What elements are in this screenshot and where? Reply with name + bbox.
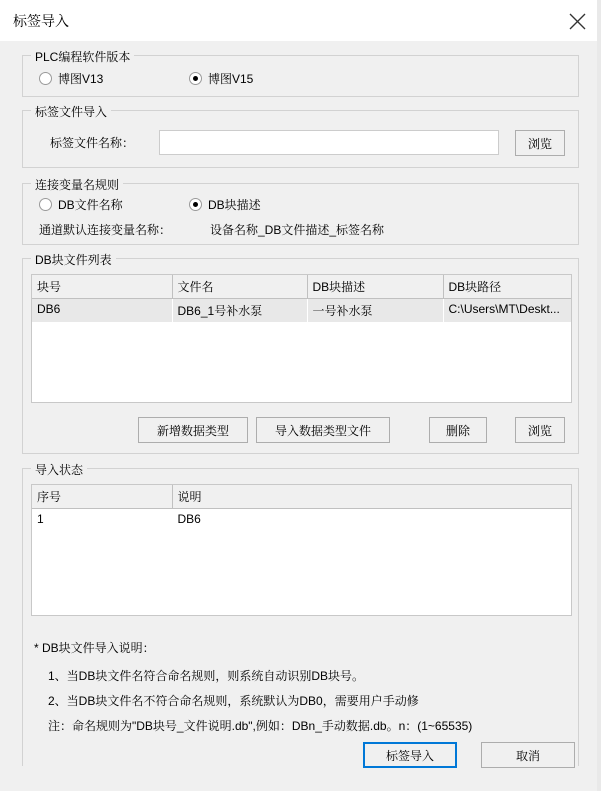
default-rule-label: 通道默认连接变量名称： <box>39 223 172 237</box>
radio-plc-v13-indicator[interactable] <box>39 72 52 85</box>
db-block-list-group-title: DB块文件列表 <box>31 251 116 268</box>
window-edge-strip <box>597 0 601 791</box>
import-status-group-title: 导入状态 <box>31 461 87 478</box>
import-data-type-file-button[interactable]: 导入数据类型文件 <box>256 417 390 443</box>
notes-heading: * DB块文件导入说明： <box>34 641 155 655</box>
db-block-cell-description: 一号补水泵 <box>307 299 443 323</box>
delete-button[interactable]: 删除 <box>429 417 487 443</box>
confirm-import-button[interactable]: 标签导入 <box>363 742 457 768</box>
table-row[interactable] <box>32 299 571 323</box>
db-block-cell-filename: DB6_1号补水泵 <box>172 299 307 323</box>
file-browse-button[interactable]: 浏览 <box>515 130 565 156</box>
add-data-type-button[interactable]: 新增数据类型 <box>138 417 248 443</box>
radio-db-description-label: DB块描述 <box>208 198 261 212</box>
radio-plc-v13-label: 博图V13 <box>58 72 104 86</box>
db-block-grid <box>32 275 572 322</box>
db-browse-button[interactable]: 浏览 <box>515 417 565 443</box>
import-status-grid <box>32 485 572 529</box>
notes-line-2: 2、当DB块文件名不符合命名规则，系统默认为DB0，需要用户手动修 <box>48 694 419 708</box>
import-status-table[interactable] <box>31 484 572 616</box>
file-name-label: 标签文件名称： <box>50 136 135 150</box>
db-block-col-description[interactable]: DB块描述 <box>307 275 443 299</box>
radio-plc-v15[interactable] <box>189 70 253 87</box>
file-import-group-title: 标签文件导入 <box>31 103 111 120</box>
plc-version-group-title: PLC编程软件版本 <box>31 48 134 65</box>
radio-db-description[interactable] <box>189 196 261 213</box>
import-status-header-row <box>32 485 571 509</box>
import-status-cell-index: 1 <box>37 512 44 526</box>
radio-db-filename-label: DB文件名称 <box>58 198 123 212</box>
default-rule-value: 设备名称_DB文件描述_标签名称 <box>210 223 385 237</box>
file-name-input[interactable] <box>159 130 499 155</box>
table-row[interactable] <box>32 509 571 530</box>
radio-plc-v15-label: 博图V15 <box>208 72 254 86</box>
db-block-cell-path: C:\Users\MT\Deskt... <box>443 299 571 323</box>
dialog-title: 标签导入 <box>13 13 69 29</box>
radio-db-filename[interactable] <box>39 196 123 213</box>
close-icon[interactable] <box>555 0 601 40</box>
radio-db-description-indicator[interactable] <box>189 198 202 211</box>
import-status-col-desc[interactable]: 说明 <box>172 485 571 509</box>
notes-line-3: 注：命名规则为"DB块号_文件说明.db",例如：DBn_手动数据.db。n：(1~65535) <box>48 719 473 733</box>
plc-version-group <box>22 50 579 97</box>
db-block-header-row <box>32 275 571 299</box>
file-import-group <box>22 105 579 168</box>
db-block-col-path[interactable]: DB块路径 <box>443 275 571 299</box>
notes-line-1: 1、当DB块文件名符合命名规则，则系统自动识别DB块号。 <box>48 669 365 683</box>
import-status-col-index[interactable]: 序号 <box>32 485 172 509</box>
naming-rule-group <box>22 178 579 245</box>
db-block-list-group <box>22 253 579 454</box>
radio-plc-v13[interactable] <box>39 70 103 87</box>
cancel-button[interactable]: 取消 <box>481 742 575 768</box>
db-block-col-filename[interactable]: 文件名 <box>172 275 307 299</box>
db-block-table[interactable] <box>31 274 572 403</box>
naming-rule-group-title: 连接变量名规则 <box>31 176 123 193</box>
db-block-cell-block: DB6 <box>32 299 172 323</box>
title-bar <box>0 0 601 41</box>
close-icon-glyph <box>569 13 586 30</box>
radio-plc-v15-indicator[interactable] <box>189 72 202 85</box>
db-block-col-block[interactable]: 块号 <box>32 275 172 299</box>
radio-db-filename-indicator[interactable] <box>39 198 52 211</box>
import-status-cell-desc: DB6 <box>177 512 201 526</box>
